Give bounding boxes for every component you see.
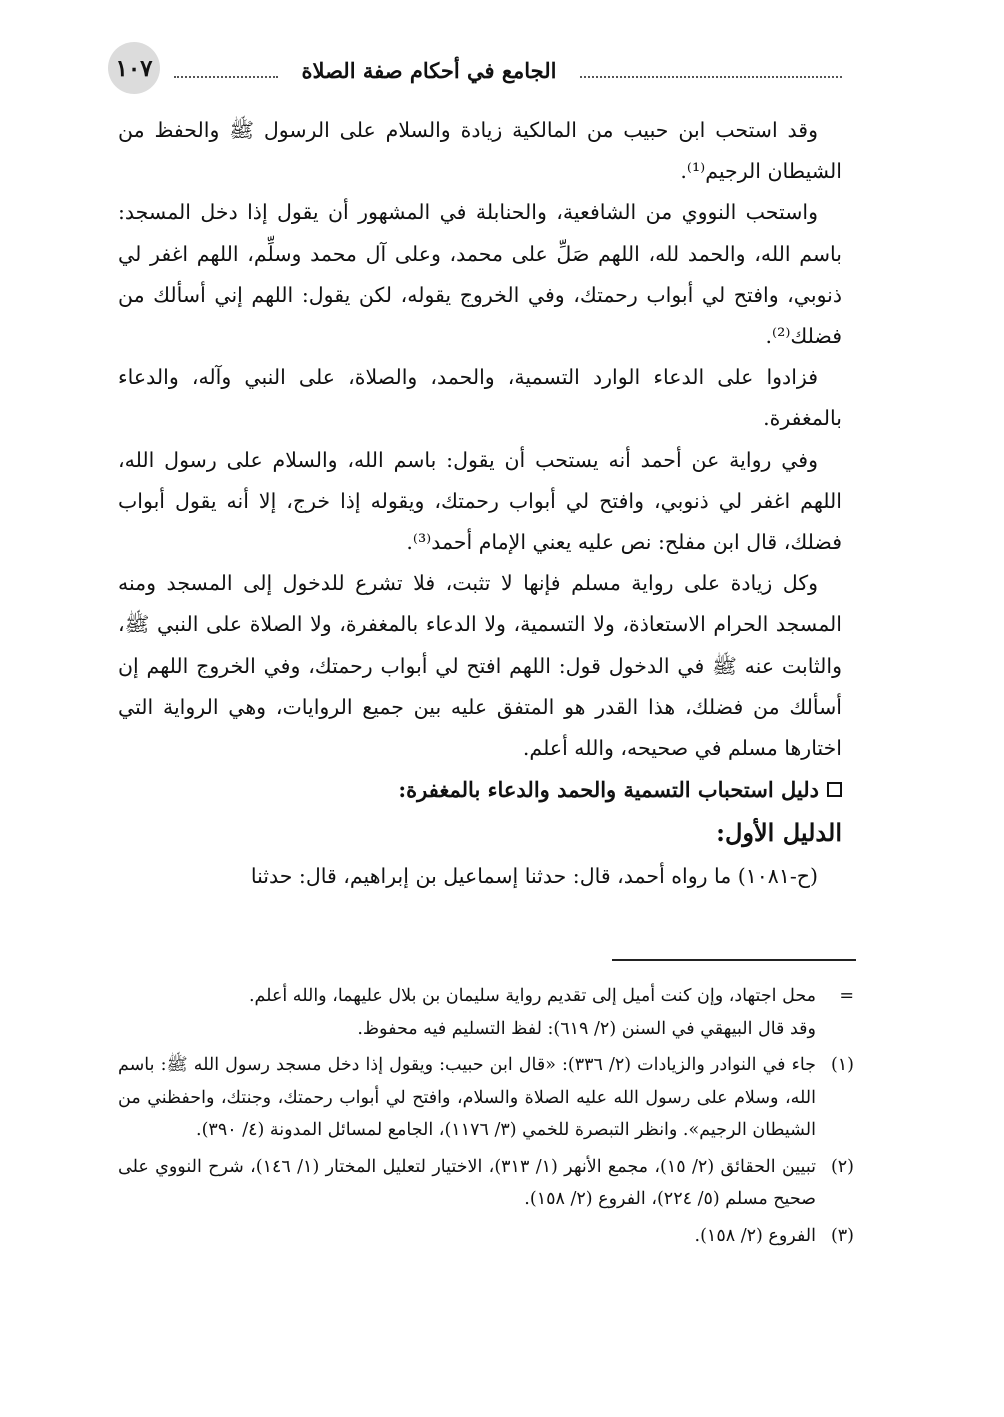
subheading: الدليل الأول: bbox=[716, 818, 842, 848]
paragraph: وفي رواية عن أحمد أنه يستحب أن يقول: باسم الله، والسلام على رسول الله، اللهم اغفر لي ذنوبي، وافتح لي أبواب رحمتك، ويقوله إذا خرج، إلا أنه يقول أبواب فضلك، قال ابن مفلح: نص عليه يعني الإمام أحمد⁽³⁾. bbox=[118, 447, 842, 555]
footnote-marker: (٢) bbox=[830, 1156, 854, 1177]
section-heading bbox=[118, 769, 842, 810]
footnote-separator bbox=[612, 959, 856, 961]
checkbox-square-icon bbox=[827, 782, 842, 797]
section-heading-text: دليل استحباب التسمية والحمد والدعاء بالمغفرة: bbox=[398, 777, 819, 803]
dotted-leader-left bbox=[174, 76, 278, 78]
footnote-marker: (١) bbox=[830, 1055, 854, 1075]
footnotes bbox=[118, 980, 858, 1256]
footnote-1 bbox=[118, 1049, 858, 1147]
paragraph: فزادوا على الدعاء الوارد التسمية، والحمد، والصلاة، على النبي وآله، والدعاء بالمغفرة. bbox=[118, 365, 842, 431]
paragraph: واستحب النووي من الشافعية، والحنابلة في المشهور أن يقول إذا دخل المسجد: باسم الله، والحمد لله، اللهم صَلِّ على محمد، وعلى آل محمد وسلِّم، اللهم اغفر لي ذنوبي، وافتح لي أبواب رحمتك، وفي الخروج يقوله، لكن يقول: اللهم إني أسألك من فضلك⁽²⁾. bbox=[118, 200, 842, 349]
hadith-line: (ح-١٠٨١) ما رواه أحمد، قال: حدثنا إسماعيل بن إبراهيم، قال: حدثنا bbox=[250, 864, 818, 889]
footnote-marker: = bbox=[839, 986, 854, 1006]
main-text bbox=[118, 110, 842, 898]
footnote-line: وقد قال البيهقي في السنن (٢/ ٦١٩): لفظ التسليم فيه محفوظ. bbox=[357, 1018, 816, 1039]
footnote-2 bbox=[118, 1151, 858, 1216]
footnote-3 bbox=[118, 1220, 858, 1253]
dotted-leader-right bbox=[580, 76, 842, 78]
page-header bbox=[108, 42, 842, 94]
footnote-line: الفروع (٢/ ١٥٨). bbox=[694, 1225, 816, 1246]
paragraph: وكل زيادة على رواية مسلم فإنها لا تثبت، فلا تشرع للدخول إلى المسجد ومنه المسجد الحرام الاستعاذة، ولا التسمية، ولا الدعاء بالمغفرة، ولا الصلاة على النبي ﷺ، والثابت عنه ﷺ في الدخول قول: اللهم افتح لي أبواب رحمتك، وفي الخروج اللهم إن أسألك من فضلك، هذا القدر هو المتفق عليه بين جميع الروايات، وهي الرواية التي اختارها مسلم في صحيحه، والله أعلم. bbox=[118, 571, 842, 761]
paragraph: وقد استحب ابن حبيب من المالكية زيادة والسلام على الرسول ﷺ والحفظ من الشيطان الرجيم⁽¹⁾. bbox=[118, 118, 842, 184]
footnote-line: تبيين الحقائق (٢/ ١٥)، مجمع الأنهر (١/ ٣١٣)، الاختيار لتعليل المختار (١/ ١٤٦)، شرح النووي على صحيح مسلم (٥/ ٢٢٤)، الفروع (٢/ ١٥٨). bbox=[118, 1156, 816, 1209]
footnote-marker: (٣) bbox=[830, 1225, 854, 1246]
page-number: ١٠٧ bbox=[108, 42, 160, 94]
footnote-line: جاء في النوادر والزيادات (٢/ ٣٣٦): «قال ابن حبيب: ويقول إذا دخل مسجد رسول الله ﷺ: باسم الله، وسلام على رسول الله عليه الصلاة والسلام، وافتح لي أبواب رحمتك، وجنتك، واحفظني من الشيطان الرجيم». وانظر التبصرة للخمي (٣/ ١١٧٦)، الجامع لمسائل المدونة (٤/ ٣٩٠). bbox=[118, 1055, 816, 1140]
footnote-line: محل اجتهاد، وإن كنت أميل إلى تقديم رواية سليمان بن بلال عليهما، والله أعلم. bbox=[248, 986, 816, 1006]
running-title: الجامع في أحكام صفة الصلاة bbox=[301, 58, 557, 83]
footnote-continued bbox=[118, 980, 858, 1045]
